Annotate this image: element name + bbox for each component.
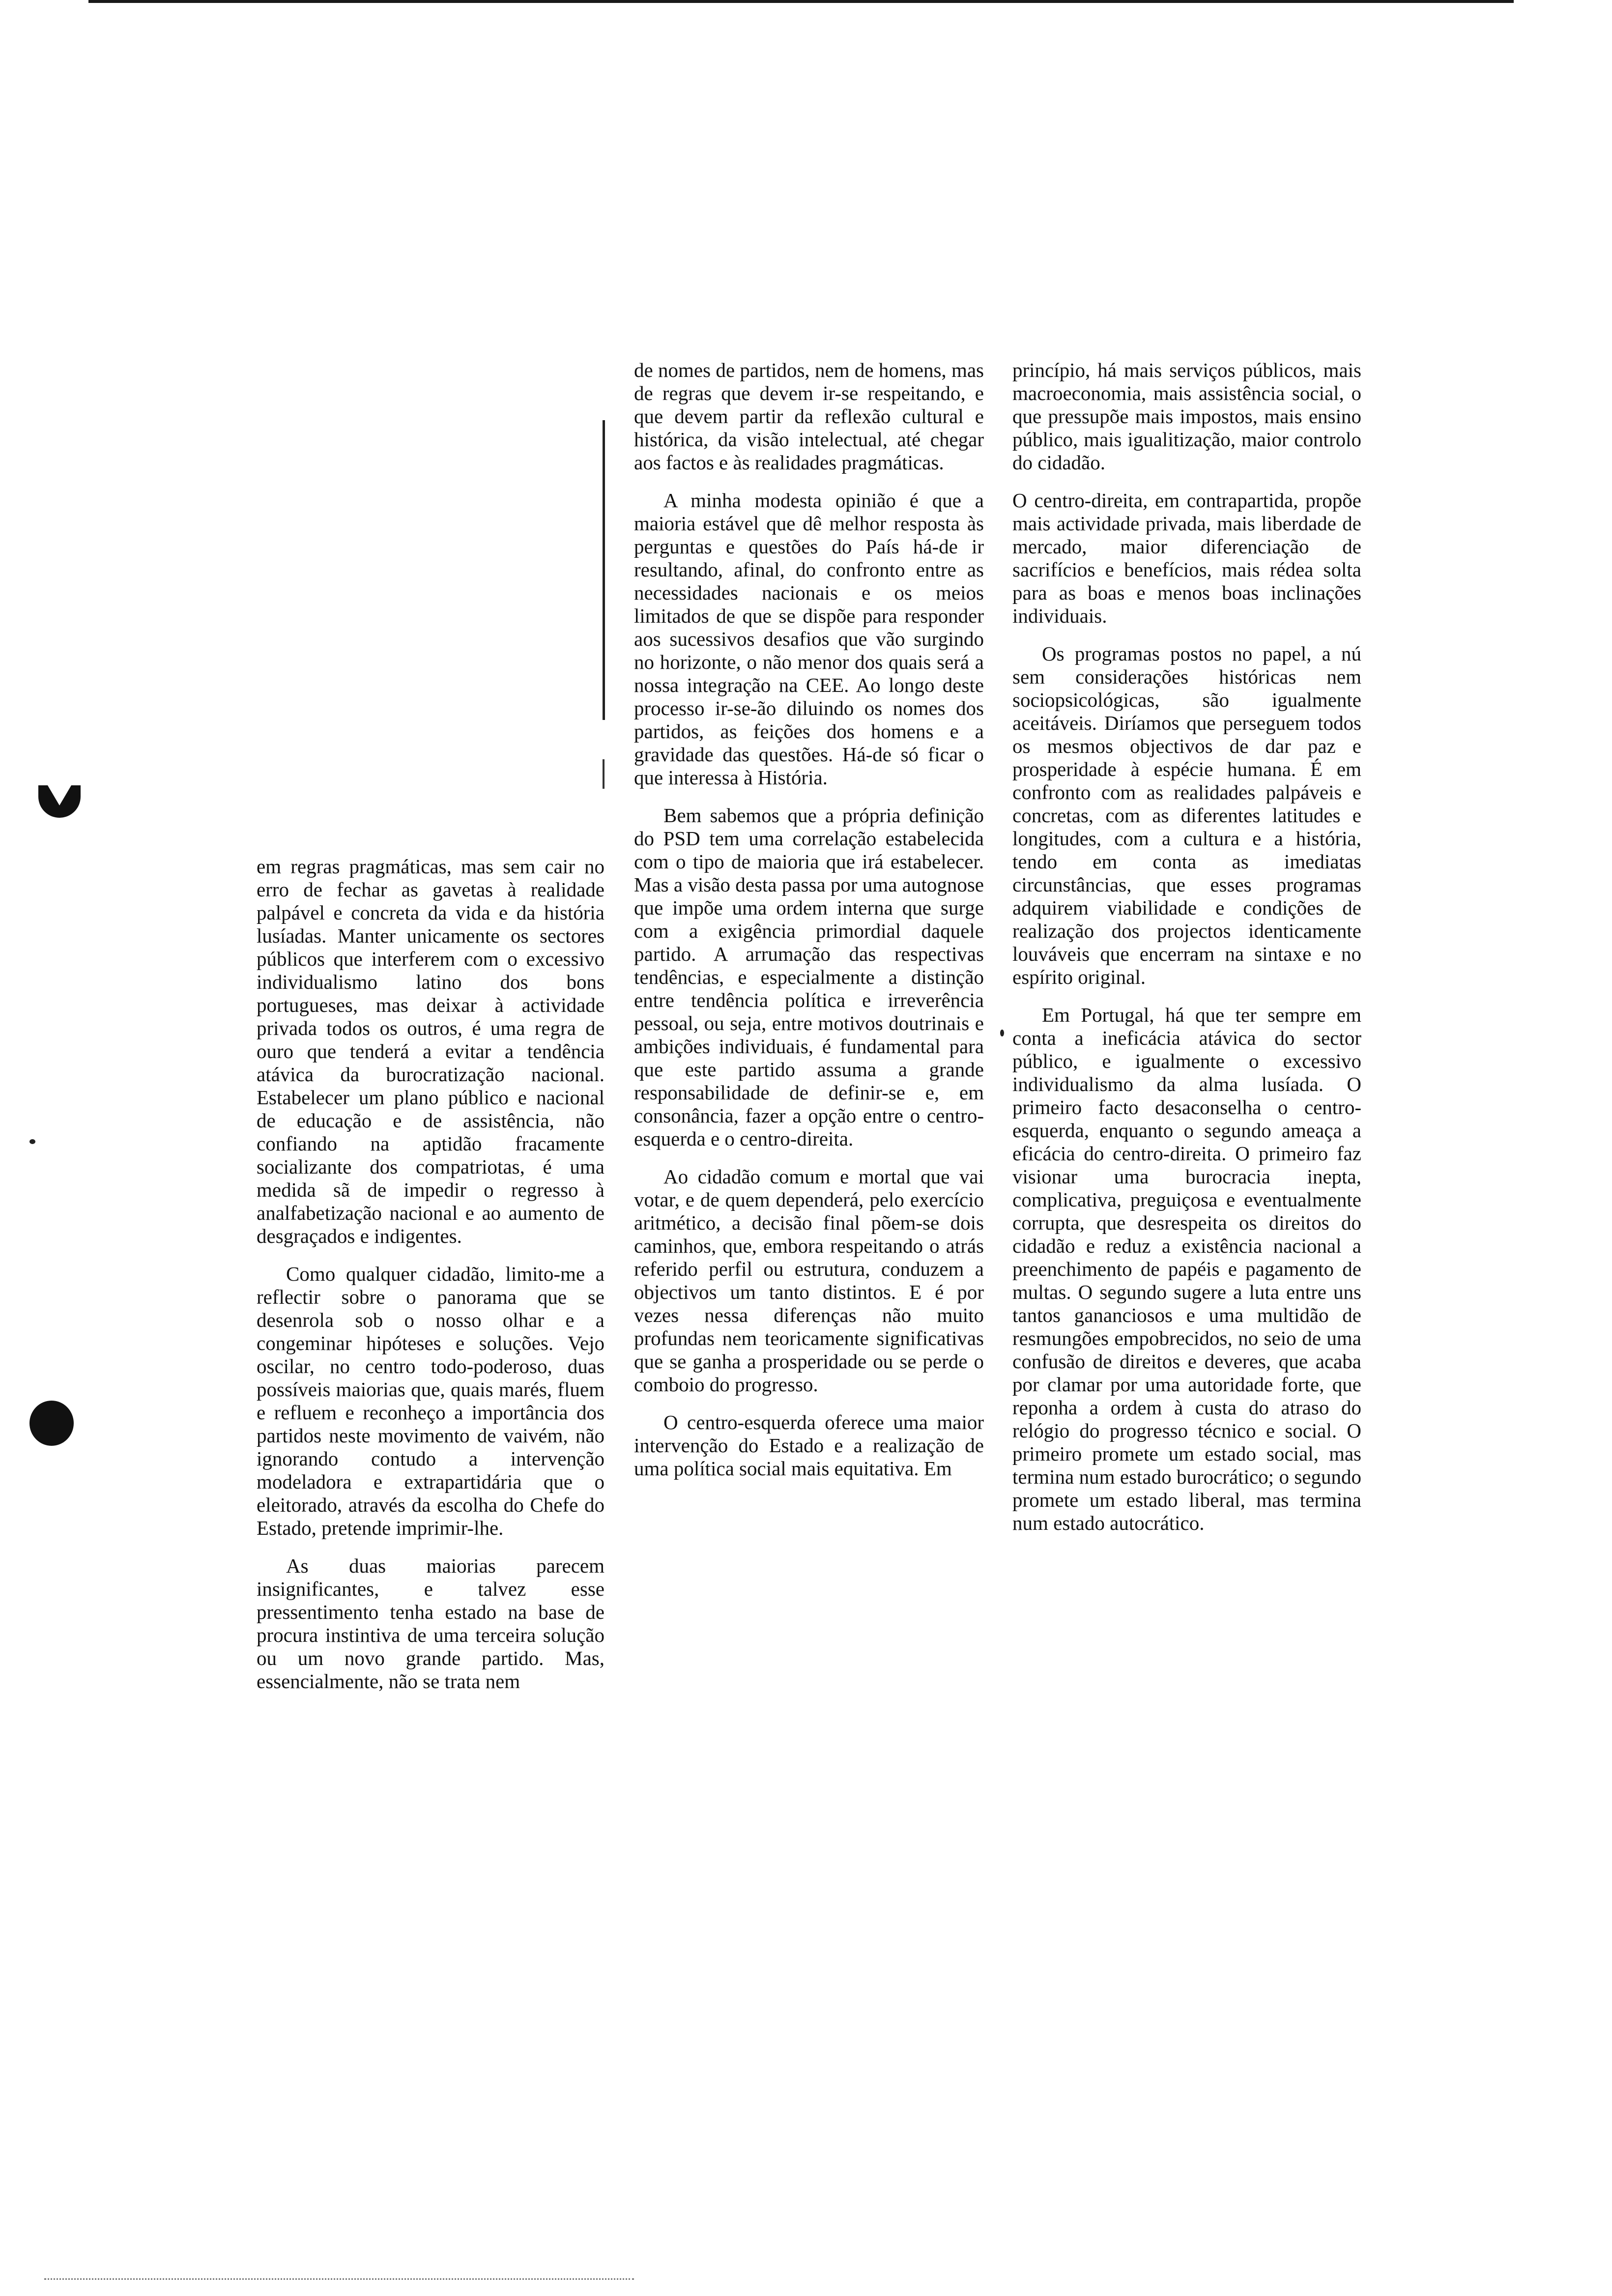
article-column-1 [257, 855, 604, 1708]
article-column-3 [1012, 359, 1361, 1550]
paragraph: em regras pragmáticas, mas sem cair no erro de fechar as gavetas à realidade palpável e concreta da vida e da história lusíadas. Manter unicamente os sectores públicos que interferem com o excessivo individualismo latino dos bons portugueses, mas deixar à actividade privada todos os outros, é uma regra de ouro que tenderá a evitar a tendência atávica da burocratização nacional. Estabelecer um plano público e nacional de educação e de assistência, não confiando na aptidão fracamente socializante dos compatriotas, é uma medida sã de impedir o regresso à analfabetização nacional e ao aumento de desgraçados e indigentes. [257, 855, 604, 1247]
column-rule [603, 759, 604, 789]
paragraph: Bem sabemos que a própria definição do PSD tem uma correlação estabelecida com o tipo de maioria que irá estabelecer. Mas a visão desta passa por uma autognose que impõe uma ordem interna que surge com a exigência primordial daquele partido. A arrumação das respectivas tendências, e especialmente a distinção entre tendência política e irreverência pessoal, ou seja, entre motivos doutrinais e ambições individuais, é fundamental para que este partido assuma a grande responsabilidade de definir-se e, em consonância, fazer a opção entre o centro-esquerda e o centro-direita. [634, 804, 984, 1150]
scan-speck [29, 1139, 35, 1144]
paragraph: As duas maiorias parecem insignificantes, e talvez esse pressentimento tenha estado na base de procura instintiva de uma terceira solução ou um novo grande partido. Mas, essencialmente, não se trata nem [257, 1554, 604, 1693]
paragraph: de nomes de partidos, nem de homens, mas de regras que devem ir-se respeitando, e que devem partir da reflexão cultural e histórica, da visão intelectual, até chegar aos factos e às realidades pragmáticas. [634, 359, 984, 474]
scan-bottom-noise [44, 2278, 634, 2280]
punch-hole-mark [38, 785, 81, 818]
paragraph: O centro-esquerda oferece uma maior intervenção do Estado e a realização de uma política social mais equitativa. Em [634, 1411, 984, 1480]
column-rule [603, 420, 605, 720]
article-column-2 [634, 359, 984, 1495]
paragraph: Ao cidadão comum e mortal que vai votar, e de quem dependerá, pelo exercício aritmético, a decisão final põem-se dois caminhos, que, embora respeitando o atrás referido perfil ou estrutura, conduzem a objectivos um tanto distintos. E é por vezes nessa diferenças não muito profundas nem teoricamente significativas que se ganha a prosperidade ou se perde o comboio do progresso. [634, 1165, 984, 1396]
punch-hole-mark [29, 1401, 74, 1446]
paragraph: Como qualquer cidadão, limito-me a reflectir sobre o panorama que se desenrola sob o nosso olhar e a congeminar hipóteses e soluções. Vejo oscilar, no centro todo-poderoso, duas possíveis maiorias que, quais marés, fluem e refluem e reconheço a importância dos partidos neste movimento de vaivém, não ignorando contudo a intervenção modeladora e extrapartidária que o eleitorado, através da escolha do Chefe do Estado, pretende imprimir-lhe. [257, 1263, 604, 1539]
paragraph: A minha modesta opinião é que a maioria estável que dê melhor resposta às perguntas e questões do País há-de ir resultando, afinal, do confronto entre as necessidades nacionais e os meios limitados de que se dispõe para responder aos sucessivos desafios que vão surgindo no horizonte, o não menor dos quais será a nossa integração na CEE. Ao longo deste processo ir-se-ão diluindo os nomes dos partidos, as feições dos homens e a gravidade das questões. Há-de só ficar o que interessa à História. [634, 489, 984, 789]
scan-top-edge [88, 0, 1514, 3]
paragraph: princípio, há mais serviços públicos, mais macroeconomia, mais assistência social, o que pressupõe mais impostos, mais ensino público, mais igualitização, maior controlo do cidadão. [1012, 359, 1361, 474]
paragraph: O centro-direita, em contrapartida, propõe mais actividade privada, mais liberdade de mercado, maior diferenciação de sacrifícios e benefícios, mais rédea solta para as boas e menos boas inclinações individuais. [1012, 489, 1361, 627]
paragraph: Em Portugal, há que ter sempre em conta a ineficácia atávica do sector público, e igualmente o excessivo individualismo da alma lusíada. O primeiro facto desaconselha o centro-esquerda, enquanto o segundo ameaça a eficácia do centro-direita. O primeiro faz visionar uma burocracia inepta, complicativa, preguiçosa e eventualmente corrupta, que desrespeita os direitos do cidadão e reduz a existência nacional a preenchimento de papéis e pagamento de multas. O segundo sugere a luta entre uns tantos gananciosos e uma multidão de resmungões empobrecidos, no seio de uma confusão de direitos e deveres, que acaba por clamar por uma autoridade forte, que reponha a ordem à custa do atraso do relógio do progresso técnico e social. O primeiro promete um estado social, mas termina num estado burocrático; o segundo promete um estado liberal, mas termina num estado autocrático. [1012, 1004, 1361, 1534]
paragraph: Os programas postos no papel, a nú sem considerações históricas nem sociopsicológicas, são igualmente aceitáveis. Diríamos que perseguem todos os mesmos objectivos de dar paz e prosperidade à espécie humana. É em confronto com as realidades palpáveis e concretas, com as diferentes latitudes e longitudes, com a cultura e a história, tendo em conta as imediatas circunstâncias, que esses programas adquirem viabilidade e condições de realização dos projectos identicamente louváveis que encerram na sintaxe e no espírito original. [1012, 642, 1361, 988]
scan-speck [1000, 1030, 1004, 1036]
